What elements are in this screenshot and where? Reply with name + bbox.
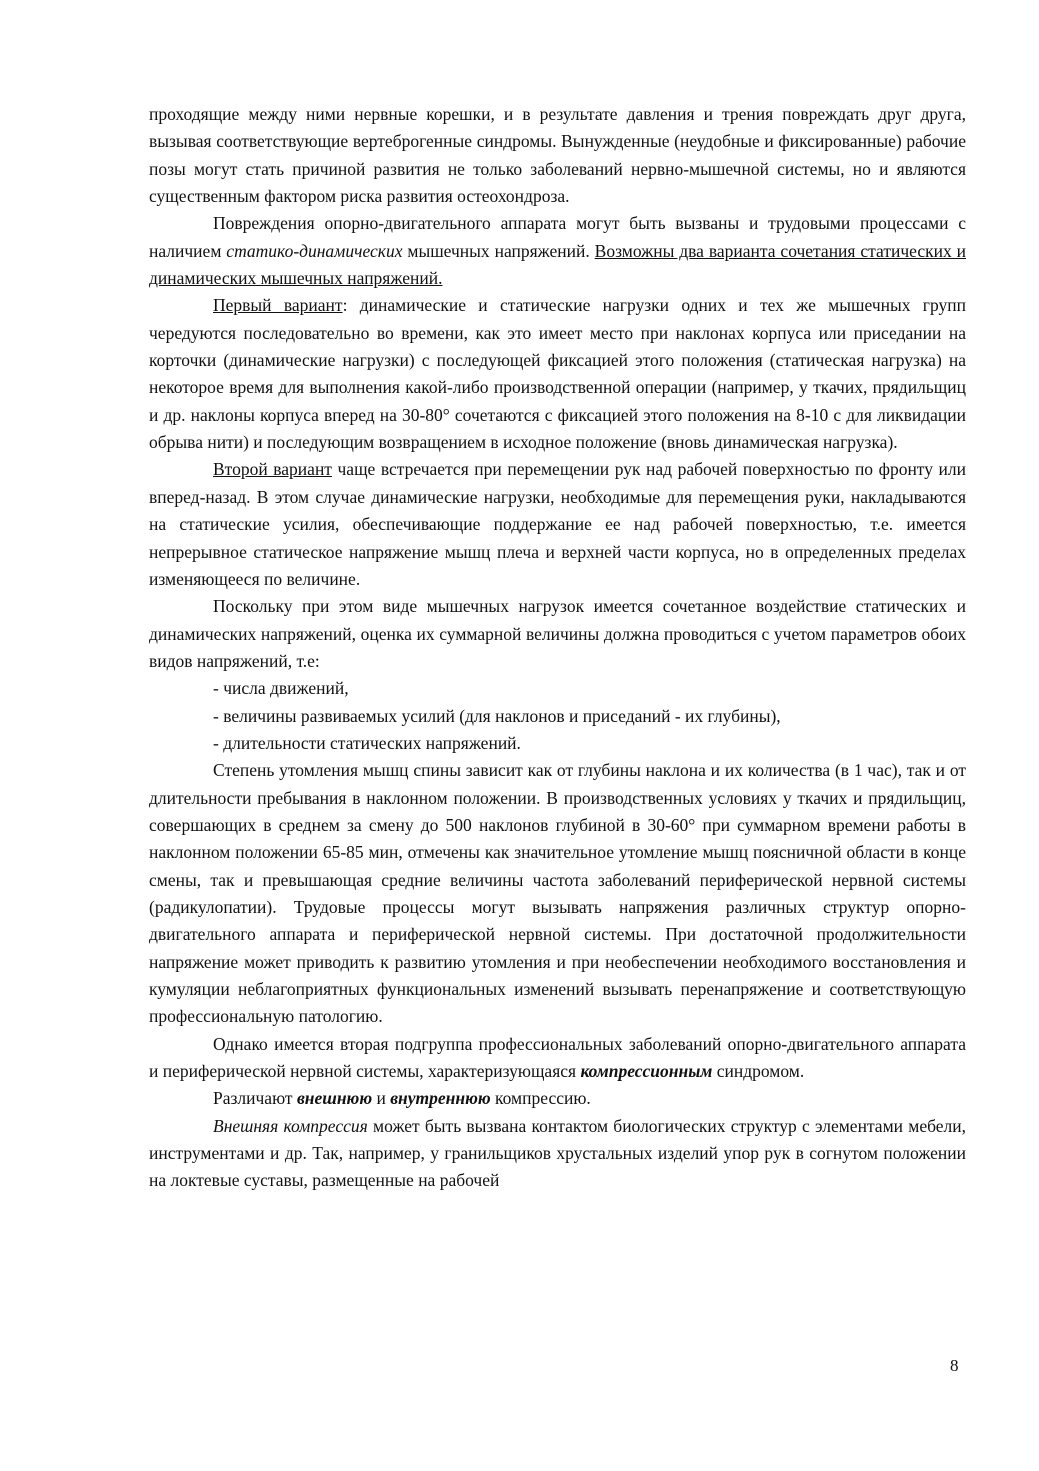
paragraph-8 (149, 1085, 966, 1112)
paragraph-2 (149, 210, 966, 292)
underlined-term: Первый вариант (213, 295, 343, 316)
body-text (149, 101, 966, 1195)
italic-term: статико-динамических (226, 240, 403, 261)
paragraph-6: Степень утомления мышц спины зависит как от глубины наклона и их количества (в 1 час), так и от длительности пребывания в наклонном положении. В производственных условиях у ткачих и прядильщиц, совершающих в среднем за смену до 500 наклонов глубиной в 30-60° при суммарном времени работы в наклонном положении 65-85 мин, отмечены как значительное утомление мышц поясничной области в конце смены, так и превышающая средние величины частота заболеваний периферической нервной системы (радикулопатии). Трудовые процессы могут вызывать напряжения различных структур опорно-двигательного аппарата и периферической нервной системы. При достаточной продолжительности напряжение может приводить к развитию утомления и при необеспечении необходимого восстановления и кумуляции неблагоприятных функциональных изменений вызывать перенапряжение и соответствующую профессиональную патологию. (149, 760, 966, 1027)
underlined-sentence: Возможны два варианта сочетания статических и динамических мышечных напряжений. (149, 240, 966, 289)
text-run: чаще встречается при перемещении рук над рабочей поверхностью по фронту или вперед-назад. В этом случае динамические нагрузки, необходимые для перемещения руки, накладываются на статические усилия, обеспечивающие поддержание ее над рабочей поверхностью, т.е. имеется непрерывное статическое напряжение мышц плеча и верхней части корпуса, но в определенных пределах изменяющееся по величине. (149, 459, 966, 589)
paragraph-3 (149, 292, 966, 456)
text-run: мышечных напряжений. (402, 240, 595, 261)
paragraph-7 (149, 1031, 966, 1086)
text-run: : динамические и статические нагрузки одних и тех же мышечных групп чередуются последовательно во времени, как это имеет место при наклонах корпуса или приседании на корточки (динамические нагрузки) с последующей фиксацией этого положения (статическая нагрузка) на некоторое время для выполнения какой-либо производственной операции (например, у ткачих, прядильщиц и др. наклоны корпуса вперед на 30-80° сочетаются с фиксацией этого положения на 8-10 с для ликвидации обрыва нити) и последующим возвращением в исходное положение (вновь динамическая нагрузка). (149, 295, 966, 453)
list-item: - длительности статических напряжений. (213, 732, 521, 753)
page-number: 8 (950, 1356, 959, 1375)
paragraph-1: проходящие между ними нервные корешки, и в результате давления и трения повреждать друг друга, вызывая соответствующие вертеброгенные синдромы. Вынужденные (неудобные и фиксированные) рабочие позы могут стать причиной развития не только заболеваний нервно-мышечной системы, но и являются существенным фактором риска развития остеохондроза. (149, 104, 966, 207)
bold-italic-term: внешнюю (296, 1088, 373, 1109)
list-item: - величины развиваемых усилий (для наклонов и приседаний - их глубины), (213, 705, 781, 726)
bold-italic-term: компрессионным (580, 1061, 713, 1082)
list-item: - числа движений, (213, 678, 349, 699)
text-run: Повреждения опорно-двигательного аппарата могут быть вызваны и трудовыми процессами с наличием (149, 213, 966, 261)
text-run: синдромом. (712, 1061, 805, 1082)
text-run: Различают (213, 1088, 297, 1109)
text-run: и (372, 1088, 391, 1109)
paragraph-9 (149, 1113, 966, 1195)
paragraph-5: Поскольку при этом виде мышечных нагрузок имеется сочетанное воздействие статических и динамических напряжений, оценка их суммарной величины должна проводиться с учетом параметров обоих видов напряжений, т.е: (149, 596, 966, 671)
text-run: Однако имеется вторая подгруппа профессиональных заболеваний опорно-двигательного аппарата и периферической нервной системы, характеризующаяся (149, 1033, 966, 1082)
underlined-term: Второй вариант (213, 459, 332, 480)
text-run: может быть вызвана контактом биологических структур с элементами мебели, инструментами и др. Так, например, у гранильщиков хрустальных изделий упор рук в согнутом положении на локтевые суставы, размещенные на рабочей (149, 1115, 966, 1191)
italic-term: Внешняя компрессия (213, 1115, 368, 1136)
bold-italic-term: внутреннюю (390, 1088, 491, 1109)
text-run: компрессию. (490, 1088, 591, 1109)
paragraph-4 (149, 456, 966, 593)
